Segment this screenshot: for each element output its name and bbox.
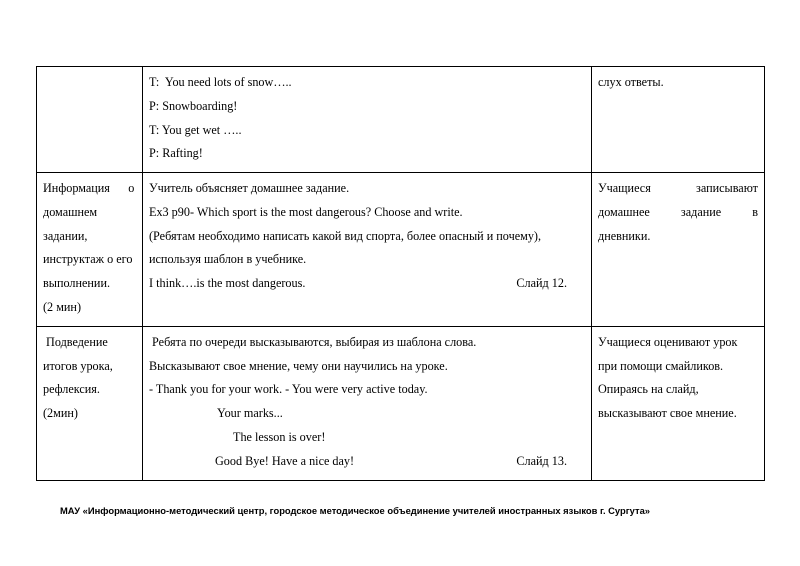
content-line: T: You need lots of snow…..	[149, 75, 292, 89]
slide-label: Слайд 12.	[516, 276, 567, 291]
table-row	[37, 326, 765, 480]
content-line: Your marks...	[217, 406, 283, 421]
stage-line: (2мин)	[43, 406, 78, 421]
content-cell	[143, 67, 592, 173]
content-line: P: Rafting!	[149, 146, 203, 161]
stage-line: Информация о	[43, 181, 135, 196]
content-line: (Ребятам необходимо написать какой вид спорта, более опасный и почему),	[149, 228, 542, 243]
table-row	[37, 173, 765, 327]
notes-line: слух ответы.	[598, 75, 664, 89]
content-line: P: Snowboarding!	[149, 98, 238, 113]
content-cell	[143, 326, 592, 480]
stage-cell	[37, 326, 143, 480]
content-line: используя шаблон в учебнике.	[149, 252, 307, 267]
table-row	[37, 67, 765, 173]
notes-line: Учащиеся записывают	[598, 181, 758, 196]
stage-line: домашнем	[43, 204, 98, 219]
content-cell	[143, 173, 592, 327]
stage-cell	[37, 173, 143, 327]
notes-line: высказывают свое мнение.	[598, 406, 737, 421]
slide-label: Слайд 13.	[516, 453, 567, 468]
content-line: Ex3 p90- Which sport is the most dangerous? Choose and write.	[149, 204, 463, 219]
stage-line: Подведение	[43, 334, 108, 349]
notes-cell	[592, 67, 765, 173]
notes-line: Опираясь на слайд,	[598, 382, 699, 397]
content-line: T: You get wet …..	[149, 122, 242, 137]
notes-line: при помощи смайликов.	[598, 358, 724, 373]
content-line: Good Bye! Have a nice day!	[215, 453, 355, 468]
notes-line: домашнее задание в	[598, 204, 758, 219]
stage-cell	[37, 67, 143, 173]
stage-line: задании,	[43, 228, 88, 243]
stage-line: выполнении.	[43, 276, 111, 291]
notes-line: Учащиеся оценивают урок	[598, 334, 738, 349]
slide-reference-line	[149, 450, 585, 474]
content-line: Высказывают свое мнение, чему они научились на уроке.	[149, 358, 448, 373]
slide-reference-line	[149, 272, 585, 296]
stage-line: итогов урока,	[43, 358, 113, 373]
content-line: I think….is the most dangerous.	[149, 276, 306, 291]
content-line: Учитель объясняет домашнее задание.	[149, 181, 350, 196]
lesson-plan-table	[36, 66, 765, 481]
stage-line: (2 мин)	[43, 300, 82, 315]
content-line: Ребята по очереди высказываются, выбирая из шаблона слова.	[149, 334, 477, 349]
notes-line: дневники.	[598, 228, 651, 243]
page-footer: МАУ «Информационно-методический центр, городское методическое объединение учителей иностранных языков г. Сургута»	[60, 505, 650, 516]
content-line: - Thank you for your work. - You were very active today.	[149, 382, 428, 397]
stage-line: рефлексия.	[43, 382, 100, 397]
notes-cell	[592, 173, 765, 327]
notes-cell	[592, 326, 765, 480]
stage-line: инструктаж о его	[43, 252, 133, 267]
content-line: The lesson is over!	[233, 429, 326, 444]
